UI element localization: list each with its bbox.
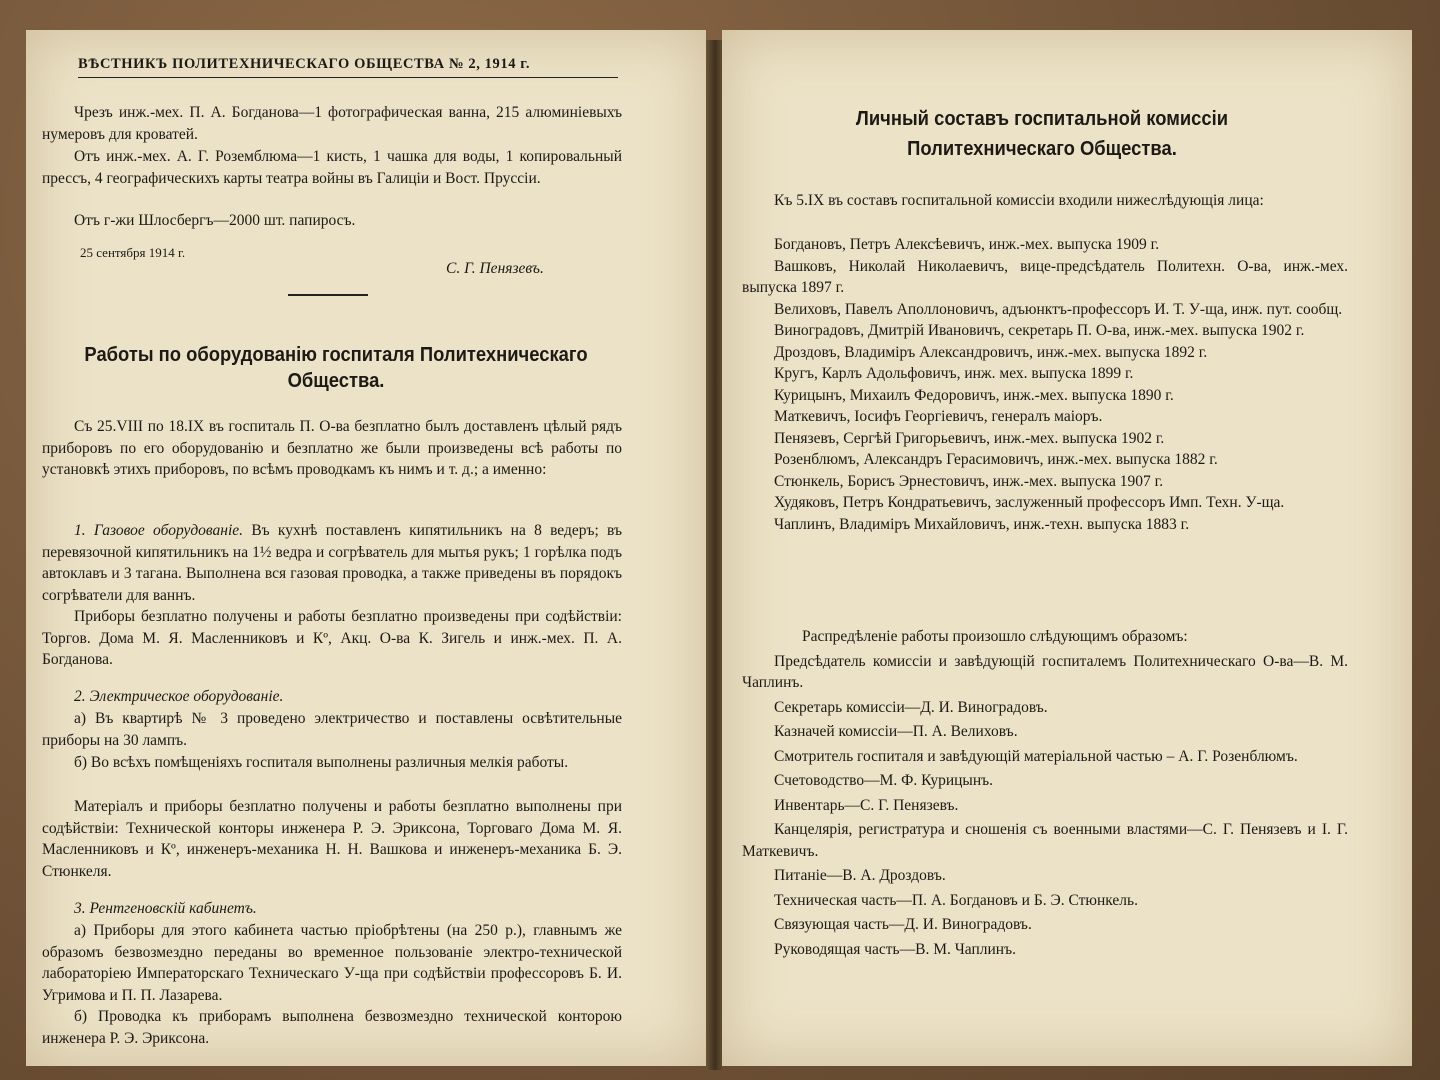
xray-a: а) Приборы для этого кабинета частью пріобрѣтены (на 250 р.), главнымъ же образомъ безвозмездно переданы во временное пользованіе электро-технической лабораторіею Императорскаго Техническаго У-ща при содѣйствіи профессоровъ Б. И. Угримова и П. П. Лазарева. bbox=[42, 922, 622, 1004]
member-entry: Маткевичъ, Іосифъ Георгіевичъ, генералъ маіоръ. bbox=[774, 408, 1103, 425]
signature: С. Г. Пенязевъ. bbox=[446, 260, 544, 277]
member-entry: Худяковъ, Петръ Кондратьевичъ, заслуженный профессоръ Имп. Техн. У-ща. bbox=[774, 494, 1285, 511]
member-entry: Чаплинъ, Владиміръ Михайловичъ, инж.-техн. выпуска 1883 г. bbox=[774, 515, 1190, 533]
duty-entry: Предсѣдатель комиссіи и завѣдующій госпиталемъ Политехническаго О-ва—В. М. Чаплинъ. bbox=[742, 652, 1348, 691]
distribution-intro: Распредѣленіе работы произошло слѣдующимъ образомъ: bbox=[802, 628, 1188, 645]
electric-b: б) Во всѣхъ помѣщеніяхъ госпиталя выполнены различныя мелкія работы. bbox=[74, 754, 569, 771]
staff-heading-line2: Политехническаго Общества. bbox=[907, 138, 1177, 160]
members-list bbox=[742, 234, 1348, 535]
gas-text: Въ кухнѣ поставленъ кипятильникъ на 8 ведеръ; въ перевязочной кипятильникъ на 1½ ведра и согрѣватель для мытья рукъ; 1 горѣлка подъ автоклавъ и 3 тагана. Выполнена вся газовая проводка, а также приведены въ порядокъ согрѣватели для ваннъ. bbox=[42, 522, 623, 604]
duty-entry: Счетоводство—М. Ф. Курицынъ. bbox=[774, 772, 994, 789]
member-entry: Богдановъ, Петръ Алексѣевичъ, инж.-мех. выпуска 1909 г. bbox=[774, 236, 1160, 253]
duty-entry: Техническая часть—П. А. Богдановъ и Б. Э. Стюнкель. bbox=[774, 891, 1138, 909]
duty-entry: Канцелярія, регистратура и сношенія съ военными властями—С. Г. Пенязевъ и І. Г. Маткевичъ. bbox=[742, 821, 1348, 860]
duty-entry: Смотритель госпиталя и завѣдующій матеріальной частью – А. Г. Розенблюмъ. bbox=[774, 747, 1298, 765]
works-intro: Съ 25.VIII по 18.IX въ госпиталь П. О-ва безплатно былъ доставленъ цѣлый рядъ приборовъ по его оборудованію и безплатно же были произведены всѣ работы по установкѣ этихъ приборовъ, по всѣмъ проводкамъ къ нимъ и т. д.; а именно: bbox=[42, 418, 622, 478]
xray-title: 3. Рентгеновскій кабинетъ. bbox=[74, 900, 257, 917]
electric-a: а) Въ квартирѣ № 3 проведено электричество и поставлены освѣтительные приборы на 30 лампъ. bbox=[42, 710, 622, 749]
staff-intro: Къ 5.IX въ составъ госпитальной комиссіи входили нижеслѣдующія лица: bbox=[774, 192, 1264, 209]
member-entry: Пенязевъ, Сергѣй Григорьевичъ, инж.-мех. выпуска 1902 г. bbox=[774, 429, 1165, 447]
date-line: 25 сентября 1914 г. bbox=[80, 245, 186, 260]
donation-1: Чрезъ инж.-мех. П. А. Богданова—1 фотографическая ванна, 215 алюминіевыхъ нумеровъ для кроватей. bbox=[42, 104, 622, 143]
left-page bbox=[26, 30, 706, 1066]
duty-entry: Связующая часть—Д. И. Виноградовъ. bbox=[774, 916, 1032, 933]
member-entry: Курицынъ, Михаилъ Федоровичъ, инж.-мех. выпуска 1890 г. bbox=[774, 386, 1174, 404]
member-entry: Розенблюмъ, Александръ Герасимовичъ, инж.-мех. выпуска 1882 г. bbox=[774, 451, 1218, 468]
section-divider bbox=[288, 294, 368, 296]
running-head: ВѢСТНИКЪ ПОЛИТЕХНИЧЕСКАГО ОБЩЕСТВА № 2, 1914 г. bbox=[78, 56, 618, 78]
member-entry: Кругъ, Карлъ Адольфовичъ, инж. мех. выпуска 1899 г. bbox=[774, 365, 1134, 382]
duty-entry: Инвентарь—С. Г. Пенязевъ. bbox=[774, 796, 959, 814]
member-entry: Дроздовъ, Владиміръ Александровичъ, инж.-мех. выпуска 1892 г. bbox=[774, 343, 1208, 361]
electric-text: Матеріалъ и приборы безплатно получены и работы безплатно выполнены при содѣйствіи: Технической конторы инженера Р. Э. Эриксона, Торговаго Дома М. Я. Масленниковъ и Кº, инженеръ-механика Н. Н. Вашкова и инженеръ-механика Б. Э. Стюнкеля. bbox=[42, 798, 622, 880]
duty-entry: Секретарь комиссіи—Д. И. Виноградовъ. bbox=[774, 698, 1048, 716]
gas-title: 1. Газовое оборудованіе. bbox=[74, 522, 244, 539]
gas-text-2: Приборы безплатно получены и работы безплатно произведены при содѣйствіи: Торгов. Дома М. Я. Масленниковъ и Кº, Акц. О-ва К. Зигель и инж.-мех. П. А. Богданова. bbox=[42, 608, 622, 668]
donation-2: Отъ инж.-мех. А. Г. Роземблюма—1 кисть, 1 чашка для воды, 1 копировальный прессъ, 4 географическихъ карты театра войны въ Галиціи и Вост. Пруссіи. bbox=[42, 148, 622, 187]
right-page bbox=[722, 30, 1412, 1066]
electric-title: 2. Электрическое оборудованіе. bbox=[74, 688, 284, 705]
xray-b: б) Проводка къ приборамъ выполнена безвозмездно технической конторою инженера Р. Э. Эриксона. bbox=[42, 1008, 622, 1047]
duty-entry: Казначей комиссіи—П. А. Велиховъ. bbox=[774, 723, 1018, 740]
works-heading: Работы по оборудованію госпиталя Политехническаго Общества. bbox=[84, 344, 588, 392]
gas-section bbox=[42, 520, 622, 606]
duty-entry: Руководящая часть—В. М. Чаплинъ. bbox=[774, 940, 1016, 958]
member-entry: Стюнкель, Борисъ Эрнестовичъ, инж.-мех. выпуска 1907 г. bbox=[774, 472, 1164, 490]
donation-3: Отъ г-жи Шлосбергъ—2000 шт. папиросъ. bbox=[74, 212, 356, 229]
member-entry: Велиховъ, Павелъ Аполлоновичъ, адъюнктъ-профессоръ И. Т. У-ща, инж. пут. сообщ. bbox=[774, 300, 1343, 318]
staff-heading-line1: Личный составъ госпитальной комиссіи bbox=[855, 108, 1229, 130]
member-entry: Вашковъ, Николай Николаевичъ, вице-предсѣдатель Политехн. О-ва, инж.-мех. выпуска 1897 г. bbox=[742, 257, 1348, 296]
member-entry: Виноградовъ, Дмитрій Ивановичъ, секретарь П. О-ва, инж.-мех. выпуска 1902 г. bbox=[774, 322, 1305, 339]
duties-list bbox=[742, 626, 1348, 960]
duty-entry: Питаніе—В. А. Дроздовъ. bbox=[774, 867, 946, 884]
